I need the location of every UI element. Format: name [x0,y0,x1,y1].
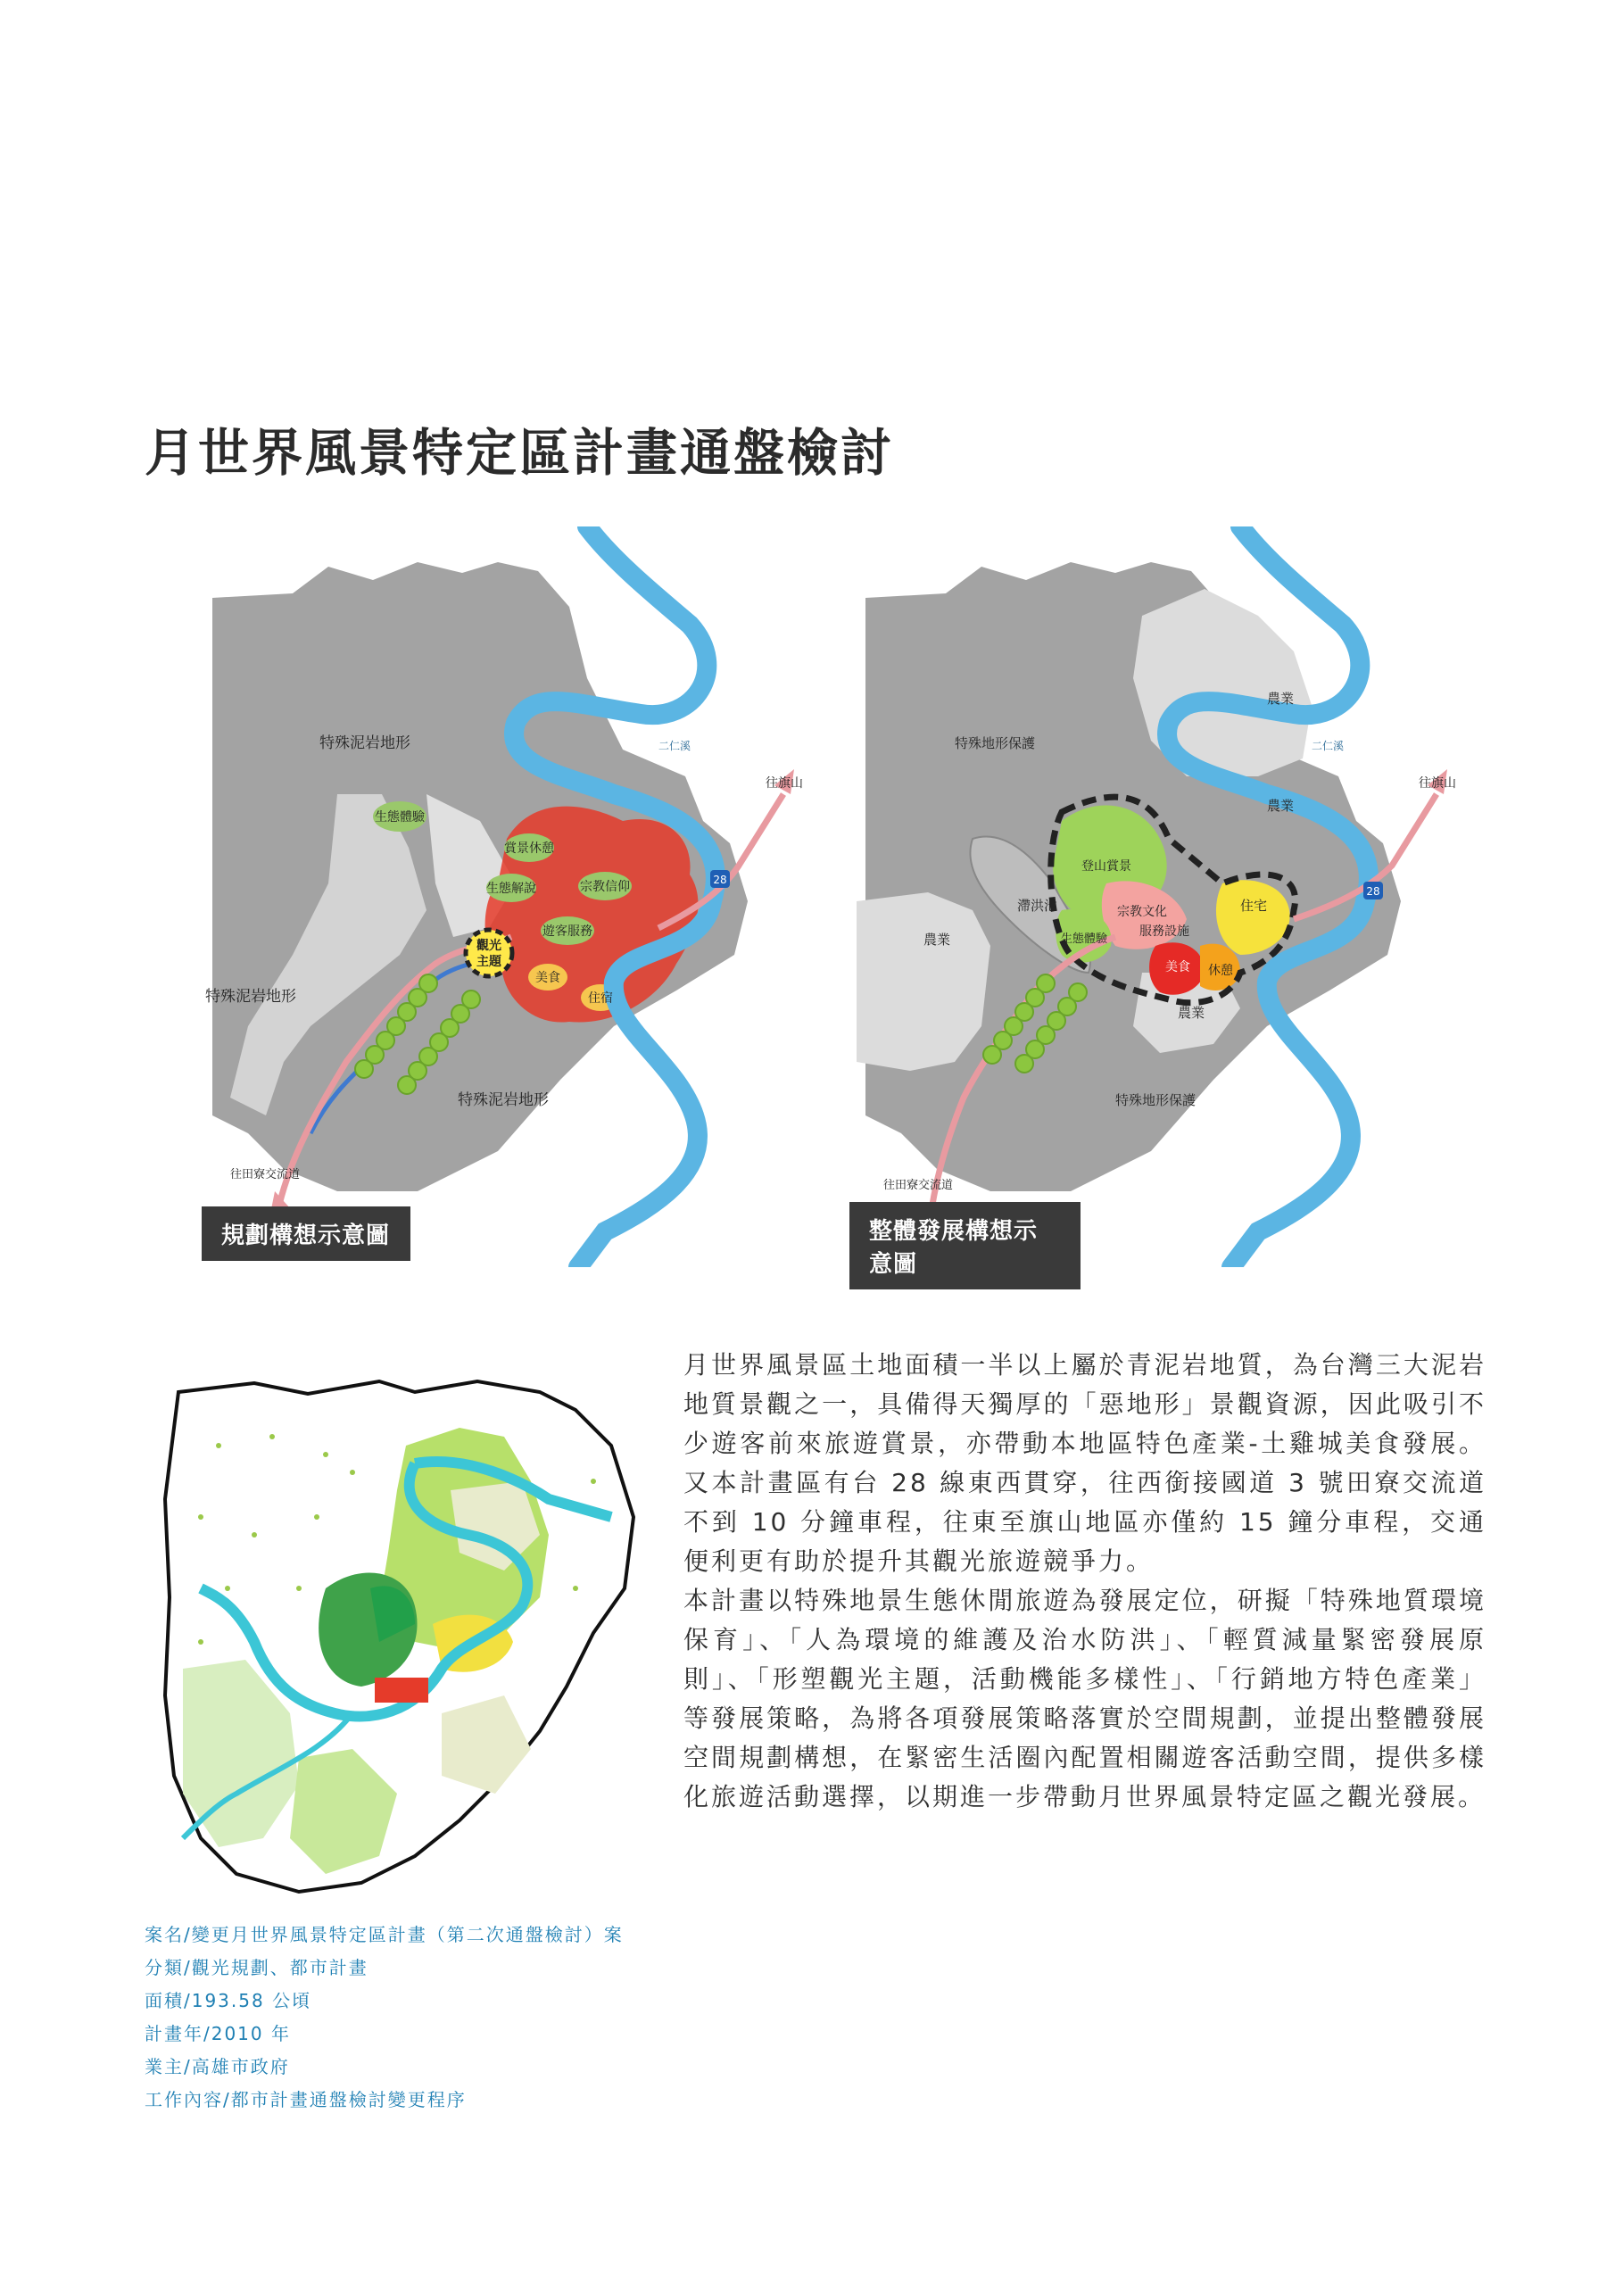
map-label: 住宿 [588,991,613,1006]
tourism-theme-marker [466,930,512,976]
map-label: 賞景休憩 [504,841,554,856]
info-item: 工作內容/都市計畫通盤檢討變更程序 [145,2089,467,2110]
map-label: 美食 [535,971,560,985]
map-label: 宗教信仰 [580,880,630,894]
map-label: 服務設施 [1139,924,1189,939]
map-label: 特殊泥岩地形 [319,734,410,752]
map-label: 往田寮交流道 [230,1168,301,1181]
page-title: 月世界風景特定區計畫通盤檢討 [145,424,894,483]
map-label: 生態體驗 [1060,932,1108,946]
map-label: 生態體驗 [375,810,425,825]
route-number: 28 [1366,885,1380,898]
map-label: 二仁溪 [658,740,691,752]
map-caption-development: 整體發展構想示意圖 [849,1202,1081,1289]
map-label: 觀光 [476,939,501,953]
map-label: 滯洪池 [1017,898,1058,914]
map-label: 農業 [1267,798,1295,814]
map-label: 登山賞景 [1081,859,1131,874]
agriculture-area [1133,589,1312,776]
info-item: 面積/193.58 公頃 [145,1990,312,2011]
map-label: 特殊泥岩地形 [458,1091,549,1109]
map-label: 美食 [1165,960,1190,974]
project-info [145,1919,624,2117]
map-label: 住宅 [1239,898,1268,914]
map-label: 休憩 [1208,964,1233,978]
info-item: 業主/高雄市政府 [145,2056,290,2077]
map-label: 往旗山 [766,776,803,791]
map-label: 特殊地形保護 [1115,1092,1197,1108]
map-label: 特殊泥岩地形 [205,988,296,1006]
map-label: 農業 [1178,1005,1205,1021]
paragraph: 月世界風景區土地面積一半以上屬於青泥岩地質，為台灣三大泥岩地質景觀之一，具備得天獨厚的「惡地形」景觀資源，因此吸引不少遊客前來旅遊賞景，亦帶動本地區特色產業-土雞城美食發展。又本計畫區有台 28 線東西貫穿，往西銜接國道 3 號田寮交流道不到 10 分鐘車程，往東至旗山地區亦僅約 15 鐘分車程，交通便利更有助於提升其觀光旅遊競爭力。 [683,1350,1486,1576]
info-item: 案名/變更月世界風景特定區計畫（第二次通盤檢討）案 [145,1924,624,1945]
map-label: 特殊地形保護 [955,735,1036,751]
route-number: 28 [713,874,727,886]
info-item: 計畫年/2010 年 [145,2023,291,2044]
map-label: 生態解說 [486,882,536,896]
map-label: 主題 [476,955,501,969]
map-label: 往旗山 [1419,776,1456,791]
map-label: 往田寮交流道 [883,1179,954,1192]
map-caption-planning: 規劃構想示意圖 [202,1206,410,1261]
map-label: 遊客服務 [542,924,592,939]
overall-development-map [848,526,1508,1267]
info-item: 分類/觀光規劃、都市計畫 [145,1957,368,1978]
paragraph: 本計畫以特殊地景生態休閒旅遊為發展定位，研擬「特殊地質環境保育」、「人為環境的維護及治水防洪」、「輕質減量緊密發展原則」、「形塑觀光主題，活動機能多樣性」、「行銷地方特色產業」等發展策略，為將各項發展策略落實於空間規劃，並提出整體發展空間規劃構想，在緊密生活圈內配置相關遊客活動空間，提供多樣化旅遊活動選擇，以期進一步帶動月世界風景特定區之觀光發展。 [683,1586,1486,1811]
map-label: 農業 [923,932,951,948]
land-use-plan-map [147,1374,642,1910]
zone-red [375,1678,428,1703]
map-label: 二仁溪 [1312,740,1345,752]
map-label: 宗教文化 [1117,905,1167,919]
body-text [683,1346,1486,1817]
map-label: 農業 [1267,691,1295,707]
planning-concept-map [195,526,855,1267]
